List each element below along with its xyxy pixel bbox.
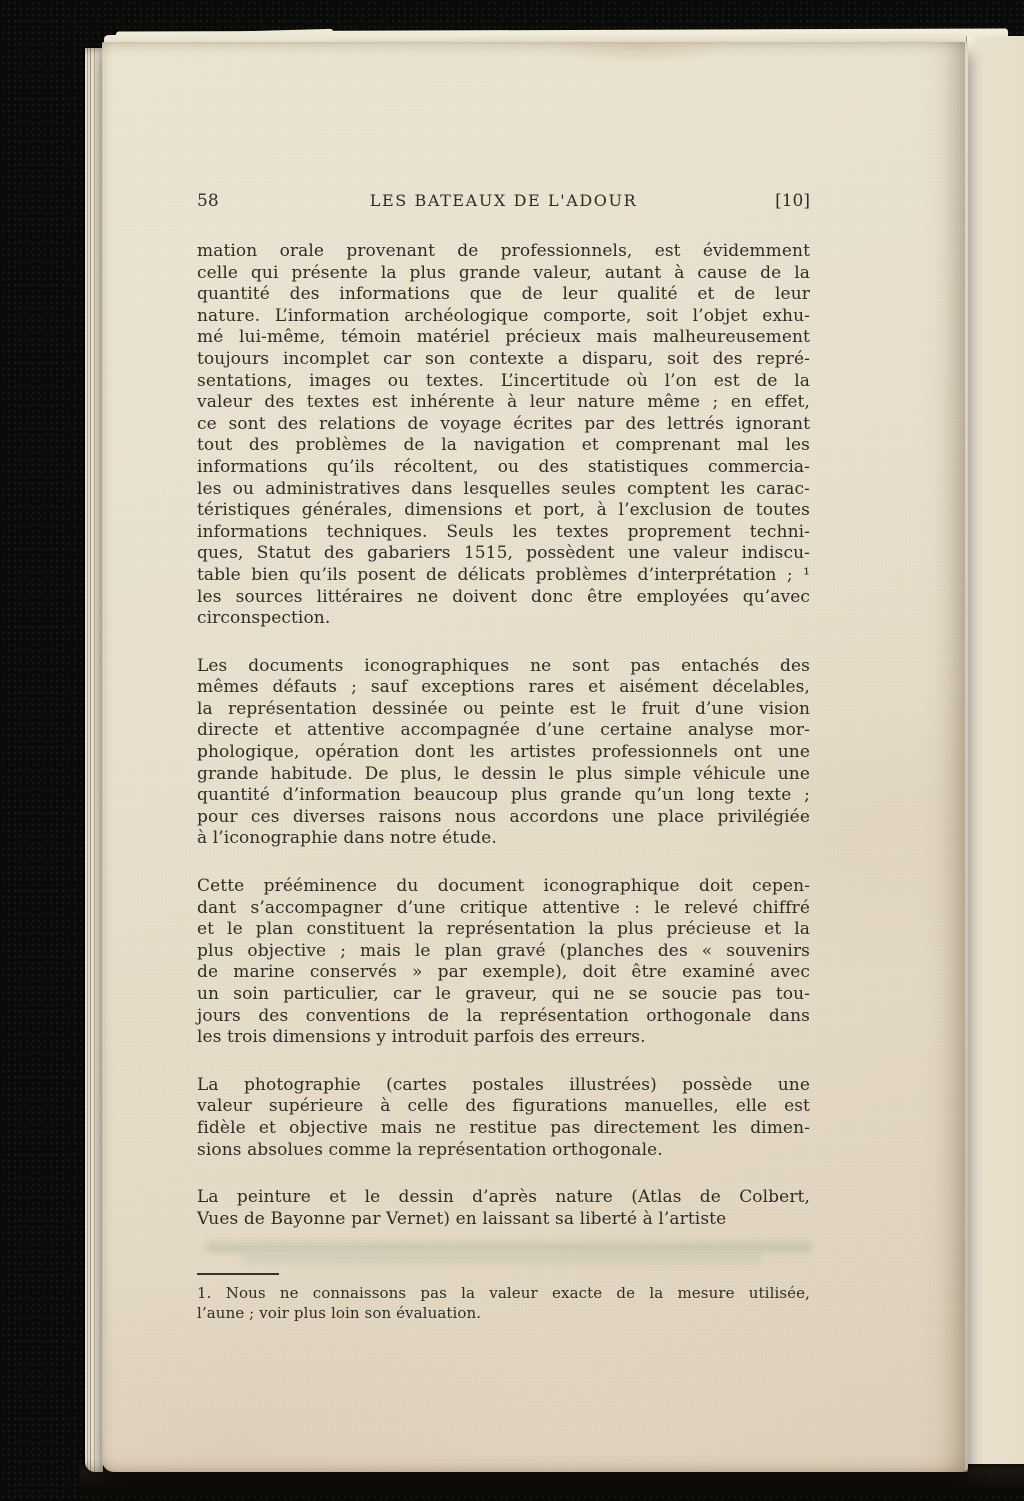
- text-line: plus objective ; mais le plan gravé (planches des « souvenirs: [197, 940, 810, 961]
- paragraph: [197, 656, 810, 850]
- paragraph: [197, 1187, 810, 1230]
- facing-page-edge: [966, 36, 1024, 1464]
- paragraph: [197, 1075, 810, 1161]
- text-line: mation orale provenant de professionnels, est évidemment: [197, 241, 810, 261]
- text-line: phologique, opération dont les artistes professionnels ont une: [197, 742, 810, 763]
- text-line: circonspection.: [197, 608, 331, 629]
- paragraph: [197, 241, 810, 630]
- text-line: la représentation dessinée ou peinte est le fruit d’une vision: [197, 698, 810, 719]
- text-line: La peinture et le dessin d’après nature (Atlas de Colbert,: [197, 1187, 810, 1208]
- paragraph: [197, 876, 810, 1049]
- text-line: les sources littéraires ne doivent donc être employées qu’avec: [197, 586, 810, 607]
- page-number: 58: [197, 191, 219, 211]
- text-line: pour ces diverses raisons nous accordons une place privilégiée: [197, 806, 810, 827]
- printed-content: [197, 42, 810, 1323]
- text-line: mêmes défauts ; sauf exceptions rares et aisément décelables,: [197, 677, 810, 698]
- footnote: [197, 1284, 810, 1323]
- footnote-paragraph: [197, 1284, 810, 1323]
- text-line: valeur supérieure à celle des figurations manuelles, elle est: [197, 1096, 810, 1117]
- text-line: La photographie (cartes postales illustrées) possède une: [197, 1074, 810, 1095]
- text-line: mé lui-même, témoin matériel précieux mais malheureusement: [197, 327, 810, 348]
- text-line: à l’iconographie dans notre étude.: [197, 828, 497, 849]
- text-line: fidèle et objective mais ne restitue pas directement les dimen-: [197, 1117, 810, 1138]
- text-line: Vues de Bayonne par Vernet) en laissant sa liberté à l’artiste: [197, 1208, 727, 1229]
- text-line: tout des problèmes de la navigation et comprenant mal les: [197, 435, 810, 456]
- text-line: ques, Statut des gabariers 1515, possèdent une valeur indiscu-: [197, 543, 810, 564]
- running-title: LES BATEAUX DE L'ADOUR: [369, 191, 638, 210]
- text-line: un soin particulier, car le graveur, qui ne se soucie pas tou-: [197, 984, 810, 1004]
- text-line: et le plan constituent la représentation la plus précieuse et la: [197, 919, 810, 940]
- text-line: table bien qu’ils posent de délicats problèmes d’interprétation ; ¹: [197, 564, 810, 585]
- text-line: les ou administratives dans lesquelles seules comptent les carac-: [197, 478, 810, 499]
- page-edge-stack: [85, 48, 103, 1472]
- text-line: Les documents iconographiques ne sont pas entachés des: [197, 655, 810, 676]
- text-line: nature. L’information archéologique comporte, soit l’objet exhu-: [197, 305, 810, 326]
- text-line: de marine conservés » par exemple), doit être examiné avec: [197, 962, 810, 983]
- text-line: valeur des textes est inhérente à leur nature même ; en effet,: [197, 392, 810, 413]
- text-line: quantité des informations que de leur qualité et de leur: [197, 284, 810, 305]
- footnote-line: 1. Nous ne connaissons pas la valeur exacte de la mesure utilisée,: [197, 1284, 810, 1303]
- text-line: celle qui présente la plus grande valeur, autant à cause de la: [197, 262, 810, 283]
- text-line: Cette prééminence du document iconographique doit cepen-: [197, 876, 810, 897]
- text-line: dant s’accompagner d’une critique attentive : le relevé chiffré: [197, 897, 810, 918]
- issue-number: [10]: [775, 191, 810, 211]
- text-line: téristiques générales, dimensions et port, à l’exclusion de toutes: [197, 500, 810, 521]
- text-line: grande habitude. De plus, le dessin le plus simple véhicule une: [197, 763, 810, 784]
- footnote-line: l’aune ; voir plus loin son évaluation.: [197, 1303, 482, 1322]
- footnote-rule: [197, 1273, 279, 1275]
- text-line: informations techniques. Seuls les textes proprement techni-: [197, 521, 810, 542]
- text-line: quantité d’information beaucoup plus grande qu’un long texte ;: [197, 785, 810, 806]
- text-line: sions absolues comme la représentation orthogonale.: [197, 1139, 663, 1160]
- body-text: [197, 241, 810, 1230]
- text-line: les trois dimensions y introduit parfois des erreurs.: [197, 1027, 646, 1048]
- book-page: [102, 42, 968, 1472]
- text-line: ce sont des relations de voyage écrites par des lettrés ignorant: [197, 413, 810, 434]
- page-header: [197, 190, 810, 212]
- text-line: informations qu’ils récoltent, ou des statistiques commercia-: [197, 456, 810, 477]
- text-line: directe et attentive accompagnée d’une certaine analyse mor-: [197, 720, 810, 741]
- text-line: jours des conventions de la représentation orthogonale dans: [197, 1005, 810, 1026]
- text-line: toujours incomplet car son contexte a disparu, soit des repré-: [197, 348, 810, 369]
- text-line: sentations, images ou textes. L’incertitude où l’on est de la: [197, 370, 810, 391]
